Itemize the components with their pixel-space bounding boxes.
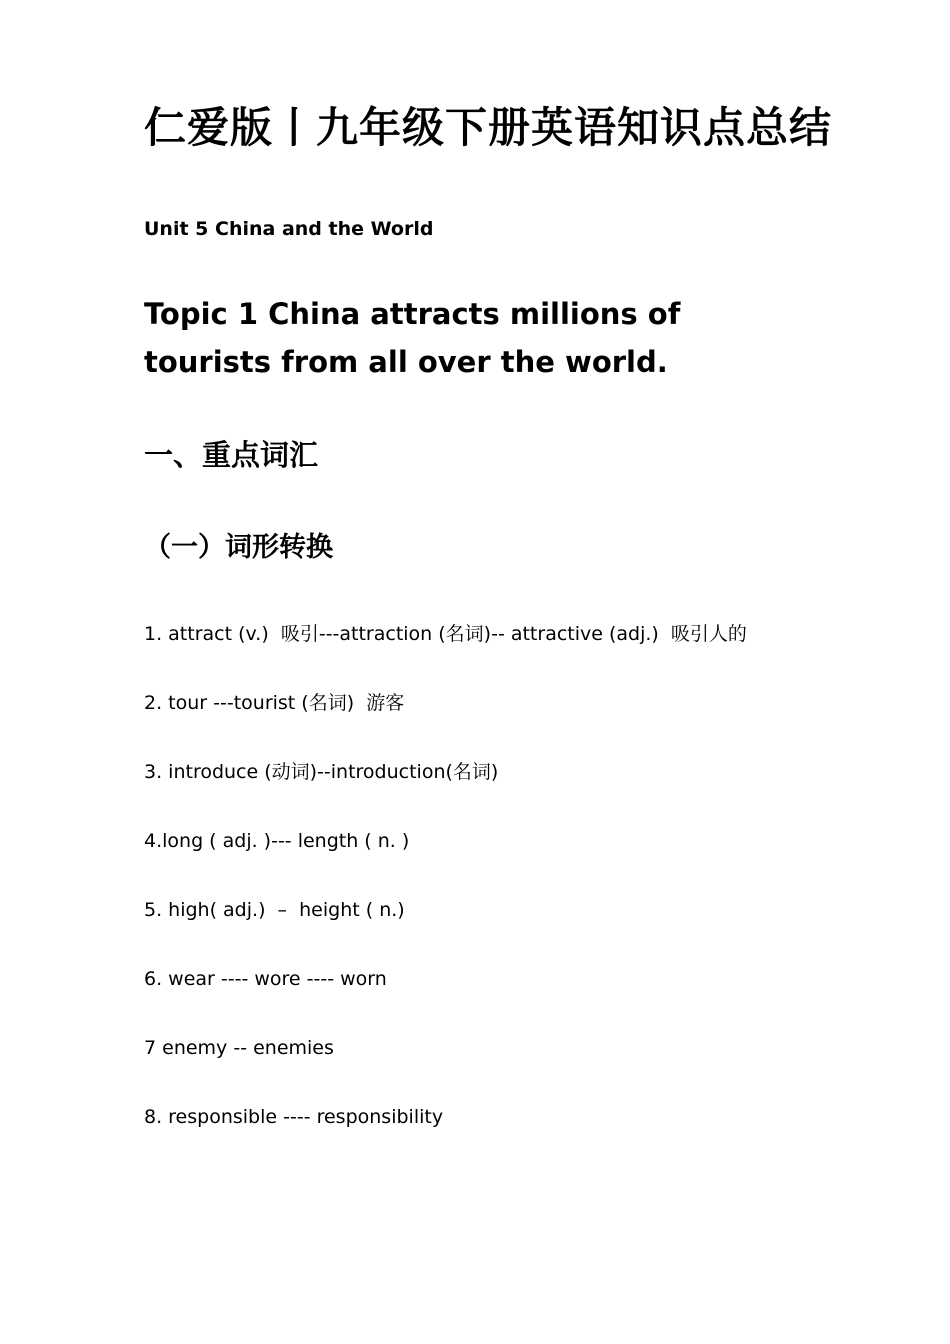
topic-heading: Topic 1 China attracts millions of tourists from all over the world. — [144, 297, 681, 379]
vocabulary-item: 2. tour ---tourist (名词) 游客 — [144, 692, 405, 714]
vocabulary-item: 1. attract (v.) 吸引---attraction (名词)-- attractive (adj.) 吸引人的 — [144, 623, 747, 645]
vocabulary-item: 3. introduce (动词)--introduction(名词) — [144, 761, 499, 783]
vocabulary-item: 5. high( adj.) – height ( n.) — [144, 899, 405, 921]
subsection-heading: （一）词形转换 — [144, 532, 333, 563]
vocabulary-list — [144, 620, 747, 1172]
vocabulary-item: 4.long ( adj. )--- length ( n. ) — [144, 830, 410, 852]
section-heading: 一、重点词汇 — [144, 438, 319, 472]
unit-heading: Unit 5 China and the World — [144, 218, 434, 240]
vocabulary-item: 8. responsible ---- responsibility — [144, 1106, 444, 1128]
document-title: 仁爱版丨九年级下册英语知识点总结 — [144, 103, 833, 152]
vocabulary-item: 7 enemy -- enemies — [144, 1037, 334, 1059]
vocabulary-item: 6. wear ---- wore ---- worn — [144, 968, 387, 990]
